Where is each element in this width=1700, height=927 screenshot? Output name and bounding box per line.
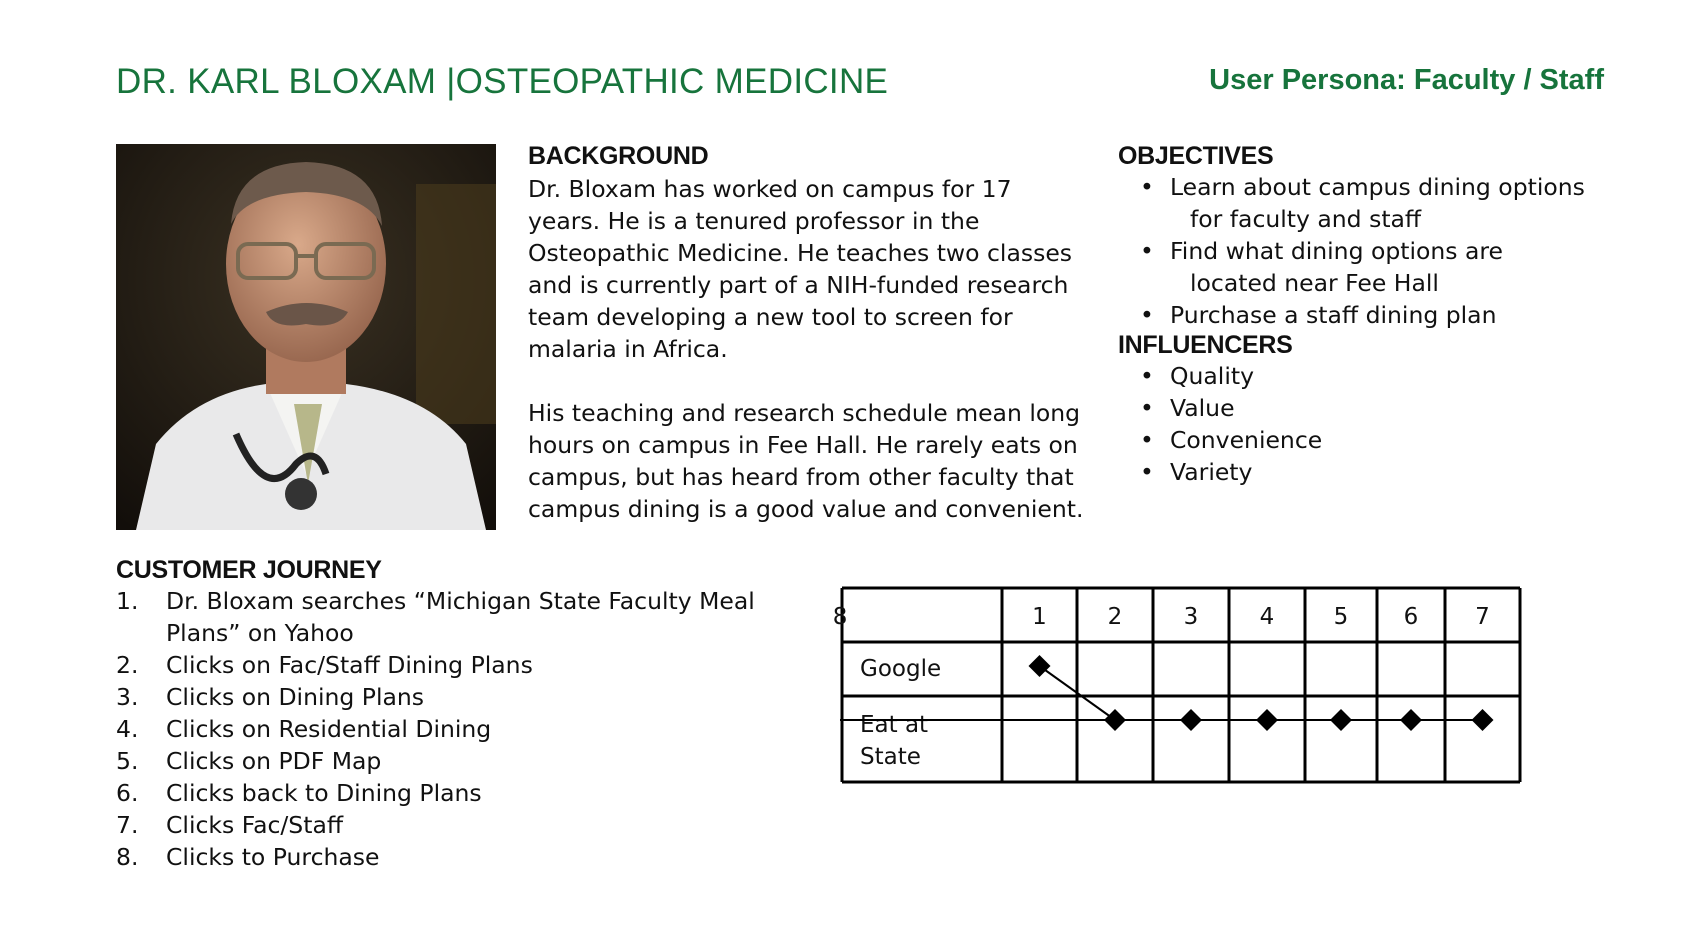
row-label: Eat at — [860, 712, 929, 738]
background-section — [528, 142, 1088, 525]
customer-journey-section — [116, 556, 816, 873]
row-label: State — [860, 744, 921, 770]
influencer-item: • Variety — [1140, 458, 1253, 486]
journey-step: 7. Clicks Fac/Staff — [116, 811, 344, 839]
step-header-label: 1 — [1032, 604, 1047, 630]
influencer-item: • Value — [1140, 394, 1235, 422]
journey-step: 5. Clicks on PDF Map — [116, 747, 382, 775]
step-header-label: 6 — [1403, 604, 1419, 630]
bullet-icon: • — [1140, 426, 1154, 454]
row-label: Google — [860, 656, 942, 682]
portrait-image — [116, 144, 496, 530]
step-header-label: 7 — [1475, 604, 1490, 630]
step-header-label: 4 — [1259, 604, 1275, 630]
journey-step: 2. Clicks on Fac/Staff Dining Plans — [116, 651, 533, 679]
journey-marker-diamond — [1472, 709, 1494, 731]
step-header-label: 8 — [832, 604, 848, 630]
journey-grid — [832, 586, 1620, 800]
influencer-item: • Quality — [1140, 362, 1254, 390]
influencer-item: • Convenience — [1140, 426, 1323, 454]
background-heading: BACKGROUND — [528, 142, 709, 170]
journey-step: 6. Clicks back to Dining Plans — [116, 779, 482, 807]
background-paragraph-1: Dr. Bloxam has worked on campus for 17 years. He is a tenured professor in the Osteopathic Medicine. He teaches two classes and is currently part of a NIH-funded research team developing a new tool to screen for malaria in Africa. — [528, 175, 1073, 363]
journey-step: 3. Clicks on Dining Plans — [116, 683, 425, 711]
influencers-heading: INFLUENCERS — [1118, 331, 1293, 359]
journey-grid-svg — [832, 586, 1620, 796]
bullet-icon: • — [1140, 301, 1154, 329]
journey-step: 4. Clicks on Residential Dining — [116, 715, 492, 743]
journey-marker-diamond — [1256, 709, 1278, 731]
objective-item: • Learn about campus dining options for faculty and staff — [1140, 173, 1585, 233]
bullet-icon: • — [1140, 362, 1154, 390]
bullet-icon: • — [1140, 237, 1154, 265]
objectives-heading: OBJECTIVES — [1118, 142, 1274, 170]
influencers-list — [1118, 360, 1638, 488]
objectives-section — [1118, 142, 1638, 488]
journey-marker-diamond — [1180, 709, 1202, 731]
bullet-icon: • — [1140, 394, 1154, 422]
background-paragraph-2: His teaching and research schedule mean long hours on campus in Fee Hall. He rarely eats on campus, but has heard from other faculty that campus dining is a good value and convenient. — [528, 399, 1084, 523]
persona-label: User Persona: Faculty / Staff — [1209, 64, 1604, 96]
journey-heading: CUSTOMER JOURNEY — [116, 556, 382, 584]
journey-marker-diamond — [1400, 709, 1422, 731]
bullet-icon: • — [1140, 458, 1154, 486]
persona-photo — [116, 144, 496, 530]
journey-marker-diamond — [1330, 709, 1352, 731]
journey-marker-diamond — [1104, 709, 1126, 731]
page-title: DR. KARL BLOXAM |OSTEOPATHIC MEDICINE — [116, 62, 889, 101]
objectives-list — [1118, 171, 1638, 331]
journey-step: 8. Clicks to Purchase — [116, 843, 380, 871]
journey-marker-diamond — [1029, 655, 1051, 677]
journey-steps-list — [116, 585, 816, 873]
step-header-label: 3 — [1183, 604, 1199, 630]
step-header-label: 2 — [1107, 604, 1123, 630]
bullet-icon: • — [1140, 173, 1154, 201]
objective-item: • Find what dining options are located near Fee Hall — [1140, 237, 1503, 297]
journey-step: 1. Dr. Bloxam searches “Michigan State Faculty Meal Plans” on Yahoo — [116, 587, 755, 647]
step-header-label: 5 — [1333, 604, 1349, 630]
objective-item: • Purchase a staff dining plan — [1140, 301, 1497, 329]
